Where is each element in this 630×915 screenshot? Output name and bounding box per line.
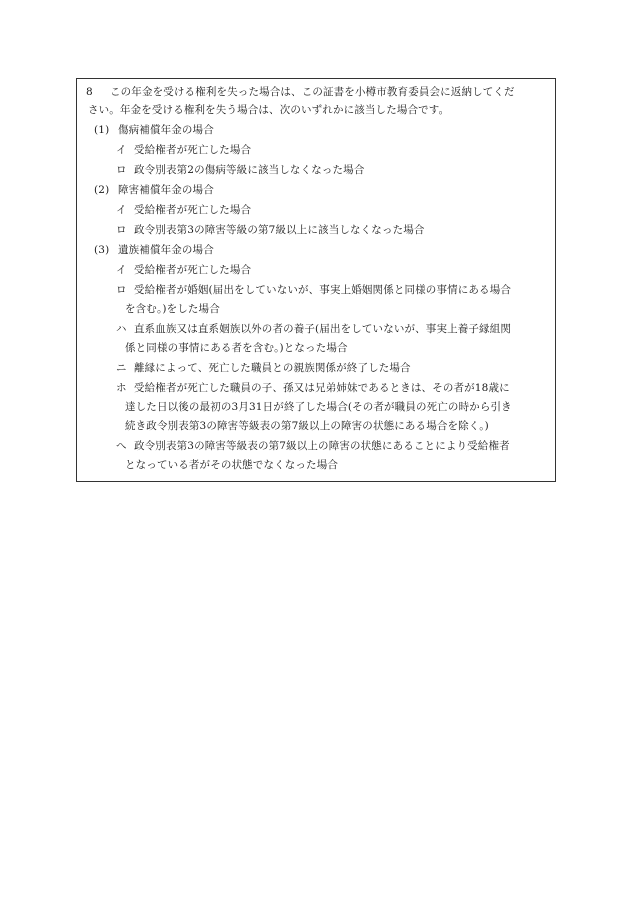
group-3-heading: (3) 遺族補償年金の場合	[94, 244, 214, 256]
group-1-item-ro: ロ 政令別表第2の傷病等級に該当しなくなった場合	[116, 164, 365, 176]
group-3-item-ni: ニ 離縁によって、死亡した職員との親族関係が終了した場合	[116, 362, 411, 374]
group-3-item-he-cont: となっている者がその状態でなくなった場合	[125, 459, 338, 471]
group-3-item-ro-cont: を含む。)をした場合	[125, 303, 220, 315]
group-3-item-ro: ロ 受給権者が婚姻(届出をしていないが、事実上婚姻関係と同様の事情にある場合	[116, 284, 511, 296]
group-2-item-ro: ロ 政令別表第3の障害等級の第7級以上に該当しなくなった場合	[116, 224, 425, 236]
group-1-heading: (1) 傷病補償年金の場合	[94, 124, 214, 136]
group-3-item-ha: ハ 直系血族又は直系姻族以外の者の養子(届出をしていないが、事実上養子縁組関	[116, 323, 511, 335]
section-intro-line-1: 8 この年金を受ける権利を失った場合は、この証書を小樽市教育委員会に返納してくだ	[86, 86, 515, 98]
group-3-item-ha-cont: 係と同様の事情にある者を含む。)となった場合	[125, 342, 348, 354]
section-intro-line-2: さい。年金を受ける権利を失う場合は、次のいずれかに該当した場合です。	[88, 104, 450, 116]
section-number: 8	[86, 86, 93, 98]
group-3-item-ho: ホ 受給権者が死亡した職員の子、孫又は兄弟姉妹であるときは、その者が18歳に	[116, 382, 510, 394]
group-2-item-i: イ 受給権者が死亡した場合	[116, 204, 252, 216]
group-2-heading: (2) 障害補償年金の場合	[94, 184, 214, 196]
group-3-item-he: へ 政令別表第3の障害等級表の第7級以上の障害の状態にあることにより受給権者	[116, 440, 510, 452]
group-3-item-ho-cont-2: 続き政令別表第3の障害等級表の第7級以上の障害の状態にある場合を除く。)	[125, 420, 489, 432]
group-1-item-i: イ 受給権者が死亡した場合	[116, 144, 252, 156]
group-3-item-i: イ 受給権者が死亡した場合	[116, 264, 252, 276]
group-3-item-ho-cont-1: 達した日以後の最初の3月31日が終了した場合(その者が職員の死亡の時から引き	[125, 401, 512, 413]
